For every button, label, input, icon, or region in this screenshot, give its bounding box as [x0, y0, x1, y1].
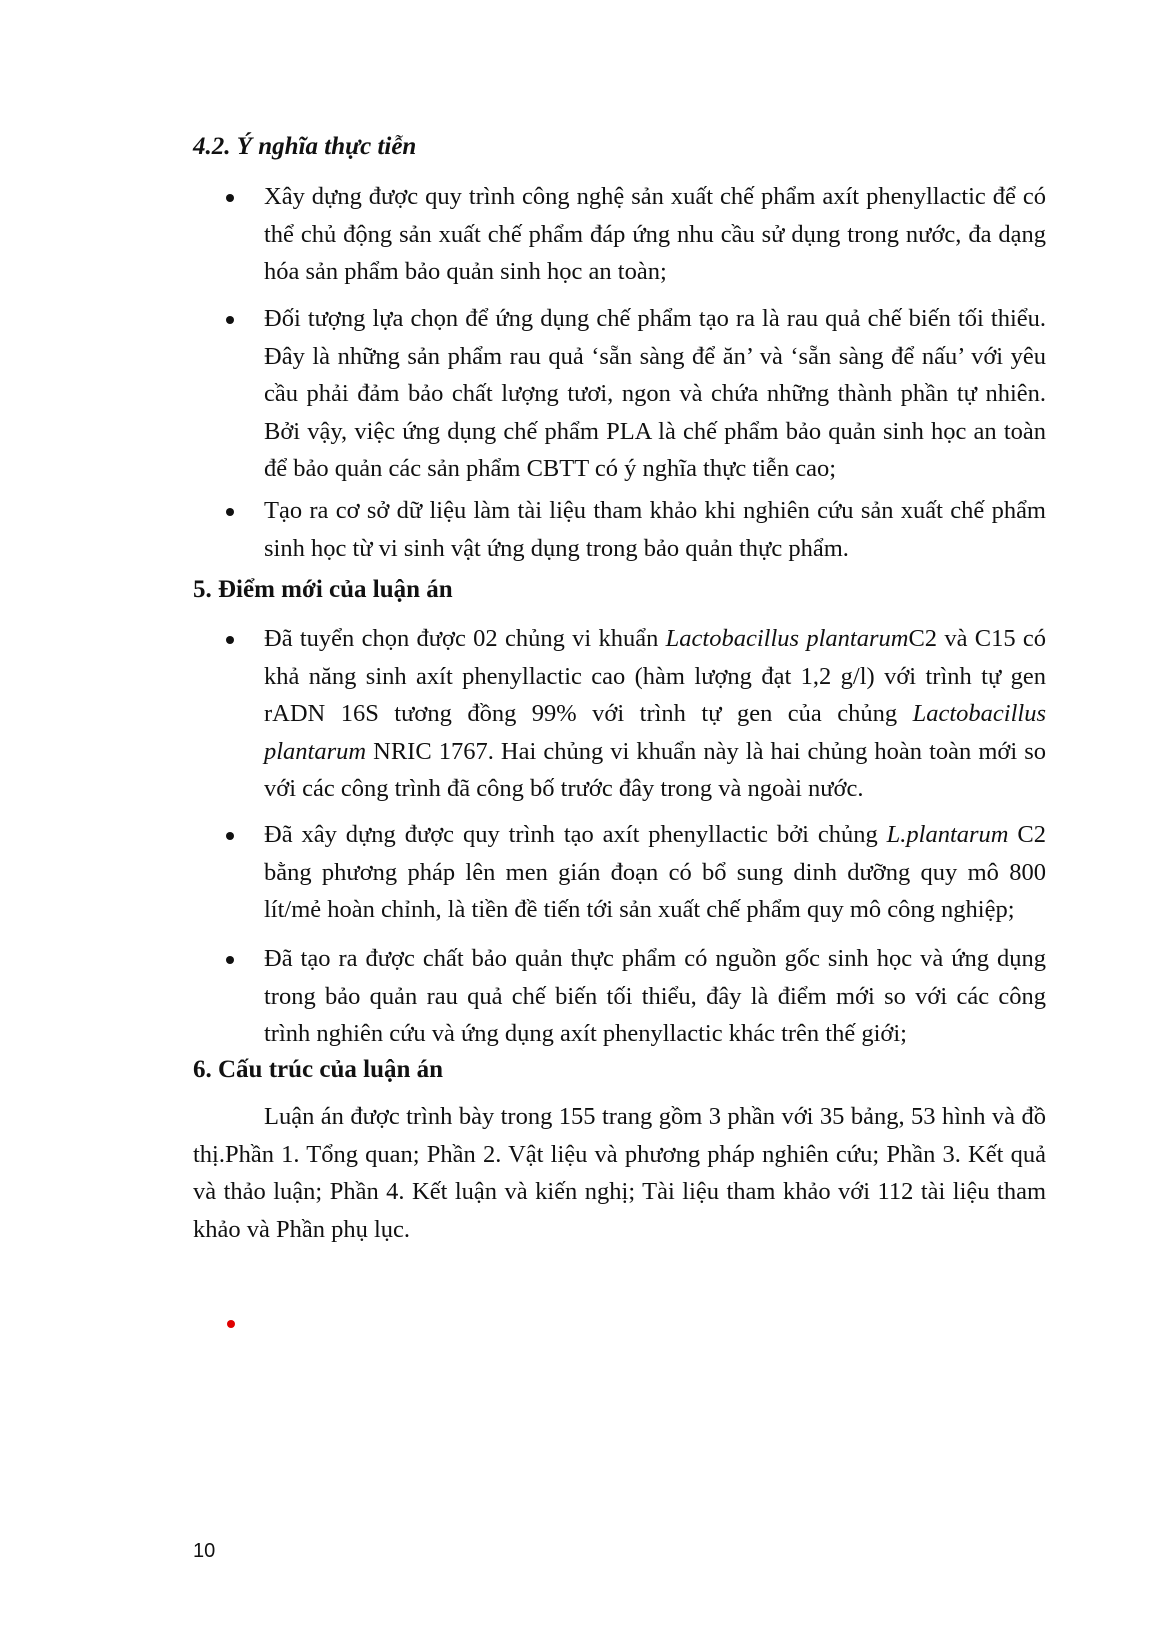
novelty-list — [0, 620, 1157, 1060]
list-item — [0, 300, 1157, 492]
list-item — [0, 492, 1157, 572]
bullet-text: Tạo ra cơ sở dữ liệu làm tài liệu tham khảo khi nghiên cứu sản xuất chế phẩm sinh học từ vi sinh vật ứng dụng trong bảo quản thực phẩm. — [264, 497, 1046, 562]
section-heading-4-2: 4.2. Ý nghĩa thực tiễn — [193, 133, 417, 160]
species-name: Lactobacillus plantarum — [264, 700, 1046, 765]
practical-significance-list — [0, 178, 1157, 572]
page-number: 10 — [193, 1540, 216, 1562]
bullet-text: Đã tạo ra được chất bảo quản thực phẩm có nguồn gốc sinh học và ứng dụng trong bảo quản rau quả chế biến tối thiểu, đây là điểm mới so với các công trình nghiên cứu và ứng dụng axít phenyllactic khác trên thế giới; — [264, 945, 1046, 1047]
stray-bullet-icon — [227, 1320, 235, 1328]
structure-paragraph: Luận án được trình bày trong 155 trang gồm 3 phần với 35 bảng, 53 hình và đồ thị.Phần 1. Tổng quan; Phần 2. Vật liệu và phương pháp nghiên cứu; Phần 3. Kết quả và thảo luận; Phần 4. Kết luận và kiến nghị; Tài liệu tham khảo với 112 tài liệu tham khảo và Phần phụ lục. — [193, 1103, 1046, 1243]
bullet-icon — [226, 508, 234, 516]
list-item — [0, 816, 1157, 940]
bullet-icon — [226, 636, 234, 644]
bullet-icon — [226, 956, 234, 964]
bullet-icon — [226, 194, 234, 202]
section-heading-6: 6. Cấu trúc của luận án — [193, 1056, 444, 1083]
list-item — [0, 178, 1157, 300]
bullet-icon — [226, 316, 234, 324]
section-heading-5: 5. Điểm mới của luận án — [193, 576, 453, 603]
species-name: L.plantarum — [886, 821, 1009, 848]
bullet-text: Đã xây dựng được quy trình tạo axít phenyllactic bởi chủng L.plantarum C2 bằng phương pháp lên men gián đoạn có bổ sung dinh dưỡng quy mô 800 lít/mẻ hoàn chỉnh, là tiền đề tiến tới sản xuất chế phẩm quy mô công nghiệp; — [264, 821, 1047, 923]
list-item — [0, 620, 1157, 816]
bullet-text: Đối tượng lựa chọn để ứng dụng chế phẩm tạo ra là rau quả chế biến tối thiểu. Đây là những sản phẩm rau quả ‘sẵn sàng để ăn’ và ‘sẵn sàng để nấu’ với yêu cầu phải đảm bảo chất lượng tươi, ngon và chứa những thành phần tự nhiên. Bởi vậy, việc ứng dụng chế phẩm PLA là chế phẩm bảo quản sinh học an toàn để bảo quản các sản phẩm CBTT có ý nghĩa thực tiễn cao; — [264, 305, 1046, 482]
bullet-text: Đã tuyển chọn được 02 chủng vi khuẩn Lactobacillus plantarumC2 và C15 có khả năng sinh axít phenyllactic cao (hàm lượng đạt 1,2 g/l) với trình tự gen rADN 16S tương đồng 99% với trình tự gen của chủng Lactobacillus plantarum NRIC 1767. Hai chủng vi khuẩn này là hai chủng hoàn toàn mới so với các công trình đã công bố trước đây trong và ngoài nước. — [264, 625, 1047, 802]
bullet-icon — [226, 832, 234, 840]
species-name: Lactobacillus plantarum — [665, 625, 909, 652]
bullet-text: Xây dựng được quy trình công nghệ sản xuất chế phẩm axít phenyllactic để có thể chủ động sản xuất chế phẩm đáp ứng nhu cầu sử dụng trong nước, đa dạng hóa sản phẩm bảo quản sinh học an toàn; — [264, 183, 1046, 285]
list-item — [0, 940, 1157, 1060]
